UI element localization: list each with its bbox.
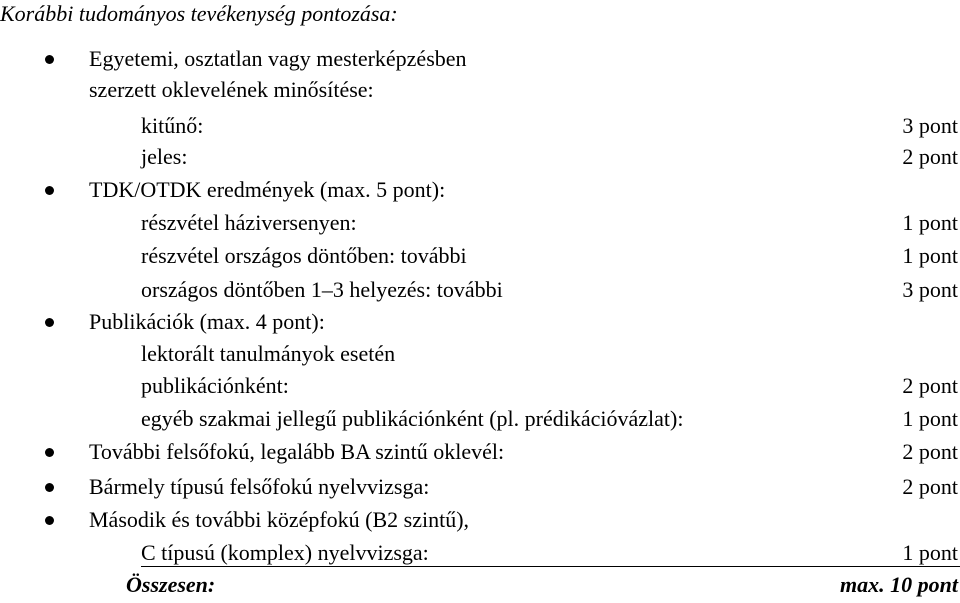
bullet-icon	[45, 186, 54, 195]
item-text: publikációnként:	[141, 373, 289, 398]
list-item	[0, 435, 960, 468]
sub-item	[0, 536, 960, 569]
points-value: 3 pont	[902, 113, 958, 138]
item-text: TDK/OTDK eredmények (max. 5 pont):	[89, 177, 446, 202]
item-text: Bármely típusú felsőfokú nyelvvizsga:	[89, 474, 430, 499]
sub-item	[0, 140, 960, 173]
item-text: részvétel háziversenyen:	[141, 210, 357, 235]
sub-item	[0, 273, 960, 306]
points-value: 1 pont	[902, 210, 958, 235]
item-text: lektorált tanulmányok esetén	[141, 341, 396, 366]
list-item-continuation	[0, 73, 960, 106]
sub-item	[0, 337, 960, 370]
total-label: Összesen:	[126, 572, 216, 597]
list-item	[0, 503, 960, 536]
sub-item	[0, 109, 960, 142]
points-value: 1 pont	[902, 243, 958, 268]
list-item	[0, 173, 960, 206]
bullet-icon	[45, 318, 54, 327]
item-text: országos döntőben 1–3 helyezés: további	[141, 277, 503, 302]
points-value: 3 pont	[902, 277, 958, 302]
page-heading: Korábbi tudományos tevékenység pontozása:	[0, 1, 398, 26]
item-text: További felsőfokú, legalább BA szintű oklevél:	[89, 439, 505, 464]
item-text: Publikációk (max. 4 pont):	[89, 309, 325, 334]
points-value: 2 pont	[902, 144, 958, 169]
item-text: jeles:	[141, 144, 188, 169]
item-text: kitűnő:	[141, 113, 204, 138]
sub-item	[0, 369, 960, 402]
total-divider	[141, 566, 960, 567]
points-value: 1 pont	[902, 540, 958, 565]
page-heading-row	[0, 0, 960, 30]
item-text: C típusú (komplex) nyelvvizsga:	[141, 540, 429, 565]
points-value: 2 pont	[902, 373, 958, 398]
points-value: 2 pont	[902, 474, 958, 499]
list-item	[0, 42, 960, 75]
item-text: Második és további középfokú (B2 szintű),	[89, 507, 470, 532]
bullet-icon	[45, 448, 54, 457]
item-text: Egyetemi, osztatlan vagy mesterképzésben	[89, 46, 467, 71]
list-item	[0, 305, 960, 338]
bullet-icon	[45, 55, 54, 64]
bullet-icon	[45, 483, 54, 492]
item-text: részvétel országos döntőben: további	[141, 243, 467, 268]
item-text: szerzett oklevelének minősítése:	[89, 77, 374, 102]
total-row	[0, 568, 960, 601]
sub-item	[0, 402, 960, 435]
sub-item	[0, 239, 960, 272]
points-value: 2 pont	[902, 439, 958, 464]
item-text: egyéb szakmai jellegű publikációnként (pl. prédikációvázlat):	[141, 406, 684, 431]
list-item	[0, 470, 960, 503]
sub-item	[0, 206, 960, 239]
points-value: 1 pont	[902, 406, 958, 431]
bullet-icon	[45, 516, 54, 525]
total-points: max. 10 pont	[840, 572, 958, 597]
